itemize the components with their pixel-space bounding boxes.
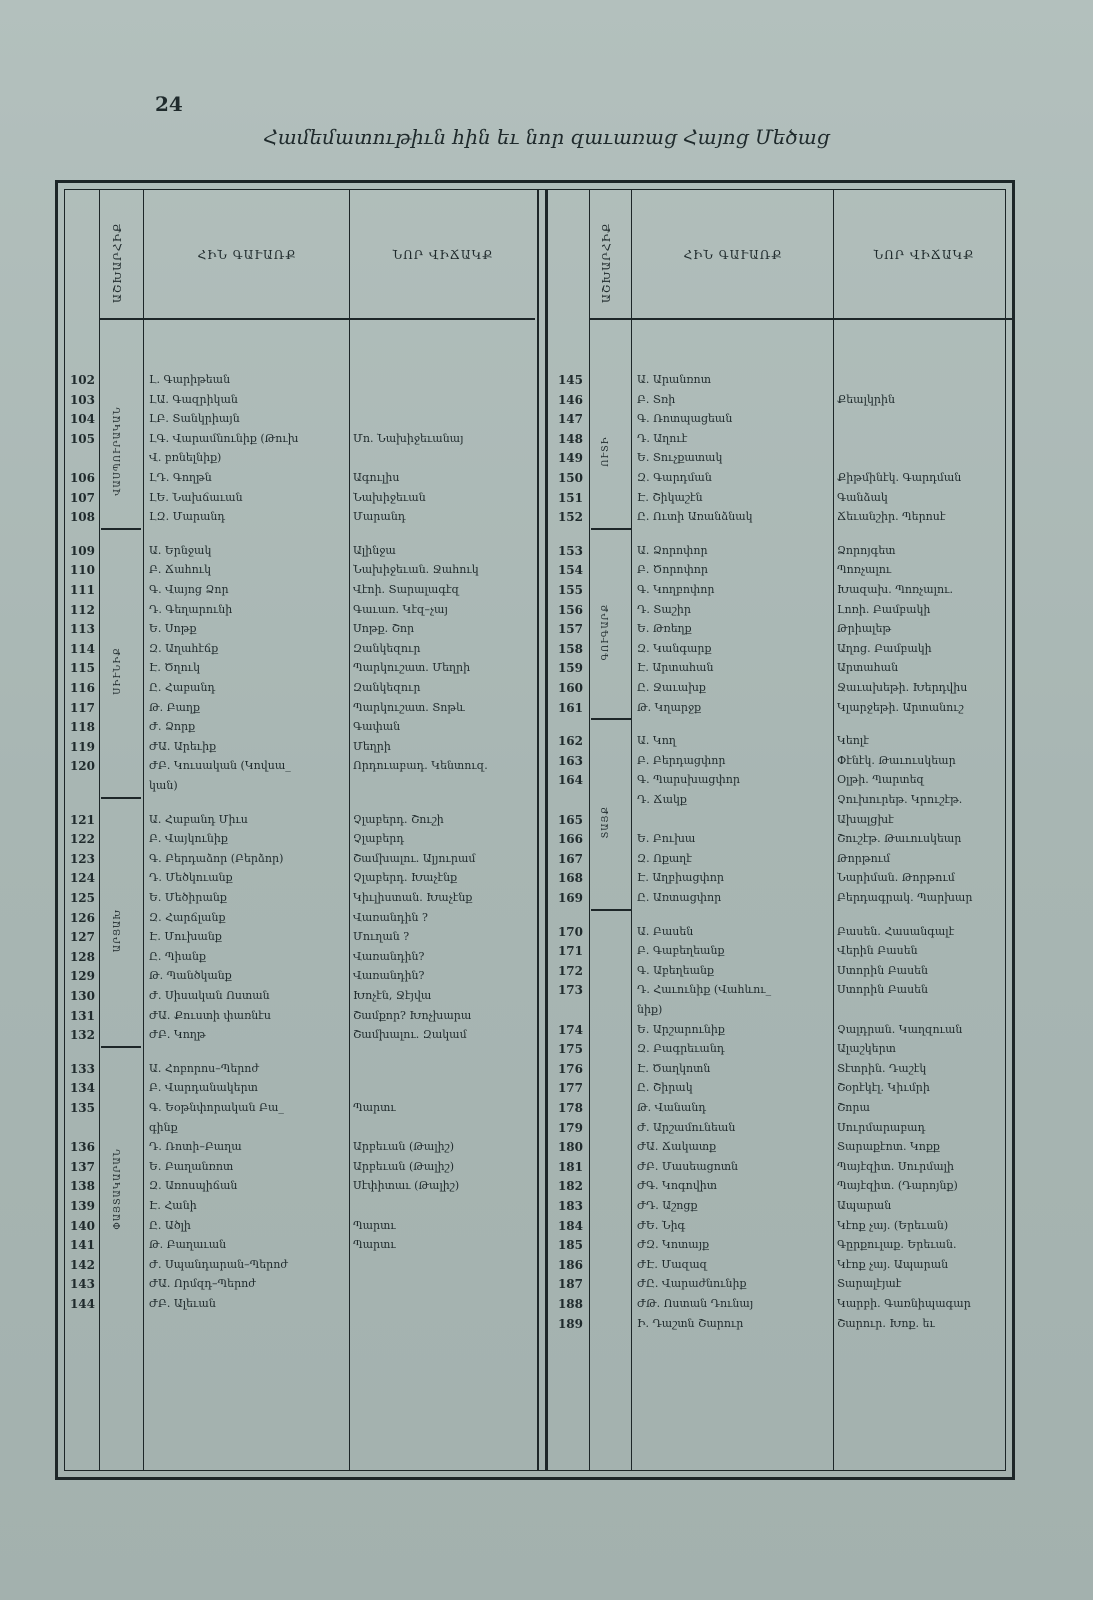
row-number: 169	[557, 891, 583, 905]
right-table	[551, 190, 1013, 1470]
new-district: Արբեւան (Թալիշ)	[353, 1159, 455, 1173]
page-title: Համեմատութիւն հին եւ նոր զաւառաց Հայոց Մեծաց	[263, 125, 830, 149]
new-district: Սոթք. Շոր	[353, 622, 415, 636]
row-number: 157	[557, 622, 583, 637]
old-district: Ա. Ձորոփոր	[637, 543, 708, 557]
new-district: Չլաբերդ. Շուշի	[353, 812, 444, 826]
row-number: 146	[557, 392, 583, 407]
new-district: Վառանդին?	[353, 949, 425, 963]
row-number: 108	[69, 510, 95, 525]
new-district: Թորթում	[837, 851, 891, 865]
row-number: 154	[557, 563, 583, 578]
province-label: ՓԱՅՏԱԿԱՐԱՆ	[113, 1148, 123, 1230]
old-district: Է. Հանի	[149, 1199, 197, 1212]
row-number: 187	[557, 1277, 583, 1292]
col-line	[589, 190, 590, 1470]
new-district: Տարաքէոտ. Կոքք	[837, 1140, 940, 1154]
row-number: 141	[69, 1238, 95, 1253]
middle-rule	[537, 190, 539, 1470]
new-district: Չլաբերդ. Խաչէնք	[353, 871, 458, 885]
old-district: ԺԳ. Կոգովիտ	[637, 1179, 717, 1193]
new-district: Կիւլիստան. Խաչէնք	[353, 891, 473, 904]
row-number: 121	[69, 812, 95, 827]
new-district: Շամխալու. Ալյուրամ	[353, 851, 476, 865]
old-district: Ը. Շիրակ	[637, 1081, 693, 1095]
province-label: ՈՒՏԻ	[601, 436, 611, 467]
new-district: Կլարջեթի. Արտանուշ	[837, 700, 964, 714]
row-number: 145	[557, 373, 583, 387]
table-inner	[64, 189, 1006, 1471]
row-number: 137	[69, 1159, 95, 1174]
page-number: 24	[155, 92, 183, 116]
header-vertical: ԱՇԽԱՐՀԻՔ	[600, 222, 613, 304]
new-district: Մուղան ?	[353, 930, 410, 944]
old-district: Բ. Տռի	[637, 392, 676, 406]
row-number: 178	[557, 1101, 583, 1115]
row-number: 113	[69, 622, 95, 637]
row-number: 149	[557, 451, 583, 466]
old-district: Գ. Աբեղեանք	[637, 963, 715, 977]
old-district: Ժ. Ձորք	[149, 720, 196, 734]
old-district: ԺԲ. Մասեացոտն	[637, 1159, 739, 1173]
old-district: ԺԸ. Վարաժնունիք	[637, 1277, 747, 1291]
row-number: 176	[557, 1061, 583, 1076]
old-district: Ե. Թռեղք	[637, 622, 692, 636]
old-district: Դ. Ճակք	[637, 793, 687, 806]
new-district: Պայէզիտ. Սուրմալի	[837, 1159, 955, 1173]
new-district: Կէոք չայ. (Երեւան)	[837, 1218, 949, 1232]
new-district: Տարալէյաէ	[837, 1277, 902, 1291]
new-district: Մո. Նախիջեւանայ	[353, 431, 464, 445]
new-district: Արտահան	[837, 661, 899, 675]
new-district: Ալինջա	[353, 543, 396, 557]
row-number: 126	[69, 910, 95, 925]
row-number: 123	[69, 851, 95, 866]
row-number: 135	[69, 1101, 95, 1115]
row-number: 170	[557, 924, 583, 939]
row-number: 140	[69, 1218, 95, 1233]
new-district: Ճեւանշիր. Պերոսէ	[837, 510, 946, 524]
old-district: գինք	[149, 1120, 178, 1134]
col-line	[631, 190, 632, 1470]
old-district: Զ. Գարդման	[637, 471, 712, 484]
old-district: ԼԶ. Մարանդ	[149, 510, 226, 524]
header-rule	[99, 318, 535, 320]
new-district: Ձորոյգետ	[837, 543, 896, 557]
new-district: Սէփիտաւ (Թալիշ)	[353, 1179, 460, 1193]
row-number: 164	[557, 773, 583, 788]
new-district: Ջաւախեթի. Խերդվիս	[837, 681, 968, 694]
new-district: Աղոց. Բամբակի	[837, 641, 932, 655]
old-district: Է. Շիկաշէն	[637, 490, 703, 504]
row-number: 163	[557, 753, 583, 768]
old-district: Գ. Կողբոփոր	[637, 583, 715, 596]
old-district: ԼԳ. Վարամնունիք (Թուխ	[149, 431, 299, 445]
row-number: 120	[69, 759, 95, 774]
row-number: 130	[69, 989, 95, 1003]
new-district: Նախիջեւան. Ջահուկ	[353, 563, 479, 577]
row-number: 183	[557, 1199, 583, 1213]
row-number: 127	[69, 930, 95, 945]
old-district: Ե. Բուխա	[637, 832, 696, 846]
row-number: 133	[69, 1061, 95, 1076]
old-district: ԺԵ. Նիգ	[637, 1218, 686, 1232]
new-district: Ապարան	[837, 1199, 892, 1212]
left-table	[65, 190, 535, 1470]
old-district: Ը. Ածլի	[149, 1218, 191, 1232]
new-district: Վերին Բասեն	[837, 944, 918, 958]
old-district: Ե. Սոթք	[149, 622, 197, 636]
row-number: 171	[557, 944, 583, 959]
old-district: Ժ. Սիսական Ոստան	[149, 989, 270, 1002]
old-district: Թ. Պանծկանք	[149, 969, 232, 983]
row-number: 184	[557, 1218, 583, 1233]
new-district: Շուշէթ. Թաւուսկեար	[837, 832, 962, 846]
row-number: 158	[557, 641, 583, 656]
old-district: ԼԱ. Գազրիկան	[149, 392, 238, 406]
old-district: Ե. Բաղանռոտ	[149, 1159, 234, 1173]
old-district: Է. Արտահան	[637, 661, 714, 675]
old-district: ԺԲ. Կուսական (Կովսա_	[149, 759, 291, 773]
row-number: 109	[69, 543, 95, 558]
new-district: Շամքոր? Խոչխարա	[353, 1008, 472, 1022]
new-district: Թրիալեթ	[837, 622, 892, 636]
row-number: 138	[69, 1179, 95, 1194]
old-district: Բ. Բերդացփոր	[637, 753, 726, 767]
new-district: Մարանդ	[353, 510, 406, 524]
old-district: Բ. Վայկունիք	[149, 832, 228, 846]
row-number: 167	[557, 851, 583, 866]
old-district: Ա. Հաբանդ Միւս	[149, 812, 248, 826]
row-number: 104	[69, 412, 95, 427]
row-number: 156	[557, 602, 583, 617]
row-number: 160	[557, 681, 583, 695]
old-district: նիք)	[637, 1003, 663, 1016]
row-number: 153	[557, 543, 583, 558]
row-number: 125	[69, 891, 95, 905]
row-number: 136	[69, 1140, 95, 1155]
row-number: 188	[557, 1297, 583, 1311]
new-district: Վառանդին ?	[353, 910, 428, 924]
header-old: ՀԻՆ ԳԱՒԱՌՔ	[683, 248, 783, 262]
old-district: ԺԱ. Քուստի փառնէս	[149, 1008, 271, 1022]
new-district: Ստորին Բասեն	[837, 963, 929, 977]
row-number: 152	[557, 510, 583, 525]
new-district: Ագուլիս	[353, 471, 400, 484]
new-district: Արբեւան (Թալիշ)	[353, 1140, 455, 1154]
col-line	[99, 190, 100, 1470]
old-district: ԺԴ. Աշոցք	[637, 1199, 698, 1212]
old-district: Զ. Հարճլանք	[149, 910, 226, 924]
old-district: Լ. Գարիթեան	[149, 373, 231, 386]
row-number: 139	[69, 1199, 95, 1213]
row-number: 168	[557, 871, 583, 886]
row-number: 119	[69, 739, 95, 754]
new-district: Խոչէն, Ջէյվա	[353, 989, 432, 1002]
table-frame	[55, 180, 1015, 1480]
old-district: Ը. Առտացփոր	[637, 891, 722, 904]
new-district: Բասեն. Հասանգալէ	[837, 924, 955, 938]
row-number: 134	[69, 1081, 95, 1096]
old-district: ԼԲ. Տանկրիայն	[149, 412, 240, 426]
old-district: ԼԴ. Գողթն	[149, 471, 212, 484]
new-district: Շորա	[837, 1101, 870, 1114]
province-label: ԳՈՒԳԱՐՔ	[601, 603, 611, 661]
new-district: Օլթի. Պարտեզ	[837, 773, 925, 787]
row-number: 110	[69, 563, 95, 578]
row-number: 181	[557, 1159, 583, 1174]
old-district: Զ. Կանգարք	[637, 641, 712, 655]
row-number: 186	[557, 1257, 583, 1272]
new-district: Կեոլէ	[837, 734, 869, 748]
row-number: 174	[557, 1022, 583, 1037]
row-number: 142	[69, 1257, 95, 1272]
row-number: 122	[69, 832, 95, 847]
col-line	[349, 190, 350, 1470]
row-number: 185	[557, 1238, 583, 1253]
row-number: 103	[69, 392, 95, 407]
header-rule	[589, 318, 1013, 320]
row-number: 111	[69, 583, 95, 597]
new-district: Վառանդին?	[353, 969, 425, 983]
old-district: Զ. Աղահէճք	[149, 641, 219, 655]
old-district: Դ. Ռոտի–Բաղա	[149, 1140, 242, 1154]
new-district: Պարկուշատ. Մեղրի	[353, 661, 471, 675]
old-district: Գ. Ռոտպացեան	[637, 412, 733, 426]
old-district: Ը. Ուտի Առանձնակ	[637, 510, 753, 524]
row-number: 148	[557, 431, 583, 446]
new-district: Կէոք չայ. Ապարան	[837, 1257, 949, 1271]
new-district: Բերդագրակ. Պարխար	[837, 891, 973, 904]
new-district: Տէտրին. Դաշէկ	[837, 1061, 927, 1075]
old-district: Դ. Մեծկուանք	[149, 871, 233, 885]
row-number: 173	[557, 983, 583, 998]
row-number: 162	[557, 734, 583, 749]
old-district: Դ. Գեղարունի	[149, 602, 233, 616]
old-district: Զ. Ոքաղէ	[637, 851, 692, 865]
new-district: Շարուր. Խոք. եւ	[837, 1316, 935, 1330]
row-number: 128	[69, 949, 95, 964]
old-district: Թ. Վանանդ	[637, 1101, 706, 1114]
old-district: Դ. Տաշիր	[637, 602, 691, 616]
new-district: Չլաբերդ	[353, 832, 404, 846]
old-district: կան)	[149, 779, 178, 792]
new-district: Սուրմարաբադ	[837, 1120, 926, 1134]
row-number: 105	[69, 431, 95, 446]
new-district: Նախիջեւան	[353, 490, 426, 504]
new-district: Պարտւ	[353, 1218, 396, 1232]
row-number: 159	[557, 661, 583, 676]
col-line	[143, 190, 144, 1470]
new-district: Ալաշկերտ	[837, 1042, 896, 1056]
old-district: Բ. Ծորոփոր	[637, 563, 709, 577]
old-district: Է. Մուխանք	[149, 930, 222, 944]
new-district: Պարտւ	[353, 1238, 396, 1252]
new-district: Շամխալու. Զակամ	[353, 1028, 467, 1042]
old-district: ԺԹ. Ոստան Դունայ	[637, 1297, 754, 1310]
row-number: 179	[557, 1120, 583, 1135]
row-number: 102	[69, 373, 95, 387]
row-number: 116	[69, 681, 95, 695]
row-number: 155	[557, 583, 583, 597]
row-number: 144	[69, 1297, 95, 1311]
row-number: 143	[69, 1277, 95, 1292]
row-number: 189	[557, 1316, 583, 1331]
old-district: Ե. Մեծիրանք	[149, 891, 227, 904]
old-district: Ա. Բասեն	[637, 924, 694, 938]
new-district: Խազախ. Պոռչալու.	[837, 583, 953, 596]
header-new: ՆՈՐ ՎԻՃԱԿՔ	[873, 248, 975, 262]
row-number: 107	[69, 490, 95, 505]
old-district: Գ. Պարսխացփոր	[637, 773, 740, 787]
new-district: Չուխուրեթ. Կրուշէթ.	[837, 793, 963, 806]
col-line	[833, 190, 834, 1470]
old-district: Գ. Եօթնփորական Բա_	[149, 1101, 284, 1114]
new-district: Փէնէկ. Թաւուսկեար	[837, 753, 956, 767]
old-district: ԺԲ. Կողթ	[149, 1028, 206, 1042]
new-district: Որդուաբադ. Կենտուզ.	[353, 759, 488, 773]
old-district: Բ. Վարդանակերտ	[149, 1081, 258, 1095]
old-district: Ե. Արշարունիք	[637, 1022, 725, 1036]
new-district: Նարիման. Թորթում	[837, 871, 955, 885]
old-district: ԺԲ. Ալեւան	[149, 1297, 216, 1310]
new-district: Կարբի. Գառնիպագար	[837, 1297, 971, 1310]
row-number: 165	[557, 812, 583, 827]
row-number: 172	[557, 963, 583, 978]
old-district: ԺԶ. Կոտայք	[637, 1238, 710, 1252]
row-number: 115	[69, 661, 95, 676]
old-district: Ա. Կող	[637, 734, 676, 748]
old-district: ԼԵ. Նախճաւան	[149, 490, 243, 504]
old-district: Զ. Առոսպիճան	[149, 1179, 238, 1193]
old-district: Ժ. Սպանդարան–Պերոժ	[149, 1257, 288, 1271]
row-number: 177	[557, 1081, 583, 1096]
old-district: Թ. Կղարջք	[637, 700, 702, 714]
old-district: Գ. Վայոց Ձոր	[149, 583, 229, 596]
row-number: 124	[69, 871, 95, 886]
new-district: Լոռի. Բամբակի	[837, 602, 931, 616]
old-district: ԺԱ. Արեւիք	[149, 739, 217, 753]
new-district: Գըրքուլաք. Երեւան.	[837, 1238, 957, 1252]
new-district: Գանձակ	[837, 490, 888, 504]
old-district: Է. Ծաղկոտն	[637, 1061, 711, 1075]
old-district: Թ. Բաղաւան	[149, 1238, 227, 1252]
row-number: 175	[557, 1042, 583, 1057]
row-number: 117	[69, 700, 95, 715]
new-district: Զանկեզուր	[353, 641, 421, 655]
middle-rule-thick	[545, 190, 548, 1470]
header-old: ՀԻՆ ԳԱՒԱՌՔ	[197, 248, 297, 262]
row-number: 182	[557, 1179, 583, 1194]
row-number: 150	[557, 471, 583, 485]
province-label: ՍԻՒՆԻՔ	[113, 647, 123, 695]
row-number: 151	[557, 490, 583, 505]
old-district: Դ. Հաւունիք (Վահևու_	[637, 983, 772, 997]
row-number: 161	[557, 700, 583, 715]
old-district: Ի. Դաշտն Շարուր	[637, 1316, 744, 1330]
old-district: ԺԱ. Ճակատք	[637, 1140, 717, 1154]
header-vertical: ԱՇԽԱՐՀԻՔ	[111, 222, 124, 304]
old-district: Թ. Բաղք	[149, 700, 200, 714]
old-district: ԺԱ. Որմզդ–Պերոժ	[149, 1277, 256, 1291]
row-number: 112	[69, 602, 95, 617]
province-label: ԱՐՑԱԽ	[113, 908, 123, 952]
old-district: Վ. բռնելնիք)	[149, 451, 222, 465]
old-district: ԺԷ. Մազազ	[637, 1257, 708, 1271]
new-district: Քեալկրին	[837, 392, 895, 406]
row-number: 180	[557, 1140, 583, 1155]
old-district: Ը. Ջաւախք	[637, 681, 706, 694]
province-label: ՏԱՅՔ	[601, 806, 611, 839]
old-district: Դ. Աղուէ	[637, 431, 688, 445]
row-number: 118	[69, 720, 95, 735]
old-district: Բ. Ճահուկ	[149, 563, 211, 577]
row-number: 132	[69, 1028, 95, 1043]
new-district: Պարկուշատ. Տոթև	[353, 700, 465, 714]
old-district: Զ. Բագրեւանդ	[637, 1042, 725, 1056]
old-district: Է. Ծղուկ	[149, 661, 201, 675]
old-district: Գ. Բերդաձոր (Բերձոր)	[149, 851, 284, 865]
header-new: ՆՈՐ ՎԻՃԱԿՔ	[392, 248, 494, 262]
province-label: ՎԱՍՊՈՒՐԱԿԱՆ	[113, 406, 123, 497]
old-district: Ժ. Արշամունեան	[637, 1120, 736, 1134]
new-district: Քիթմինէկ. Գարդման	[837, 471, 962, 484]
new-district: Գաւառ. Կէզ–չայ	[353, 602, 448, 616]
old-district: Ե. Տուչքատակ	[637, 451, 723, 465]
new-district: Զանկեզուր	[353, 681, 421, 694]
old-district: Բ. Գաբեղեանք	[637, 944, 725, 958]
row-number: 166	[557, 832, 583, 847]
old-district: Ը. Պիանք	[149, 949, 206, 963]
new-district: Ախալցխէ	[837, 812, 894, 826]
new-district: Ստորին Բասեն	[837, 983, 929, 997]
row-number: 106	[69, 471, 95, 485]
old-district: Է. Աղբիացփոր	[637, 871, 725, 885]
row-number: 131	[69, 1008, 95, 1023]
new-district: Պարտւ	[353, 1101, 396, 1114]
new-district: Պայէզիտ. (Դարոյնք)	[837, 1179, 958, 1193]
old-district: Ա. Երնջակ	[149, 543, 212, 557]
new-district: Մեղրի	[353, 739, 391, 753]
row-number: 147	[557, 412, 583, 427]
new-district: Գափան	[353, 720, 401, 734]
new-district: Պոռչալու	[837, 563, 892, 577]
old-district: Ը. Հաբանդ	[149, 681, 216, 694]
row-number: 114	[69, 641, 95, 656]
old-district: Ա. Հոբորոս–Պերոժ	[149, 1061, 259, 1075]
old-district: Ա. Արանռոտ	[637, 373, 711, 386]
new-district: Վէոի. Տարալագէզ	[353, 583, 460, 596]
new-district: Շօրէկէլ. Կիւմրի	[837, 1081, 930, 1095]
new-district: Չալդրան. Կաղզուան	[837, 1022, 963, 1036]
row-number: 129	[69, 969, 95, 984]
